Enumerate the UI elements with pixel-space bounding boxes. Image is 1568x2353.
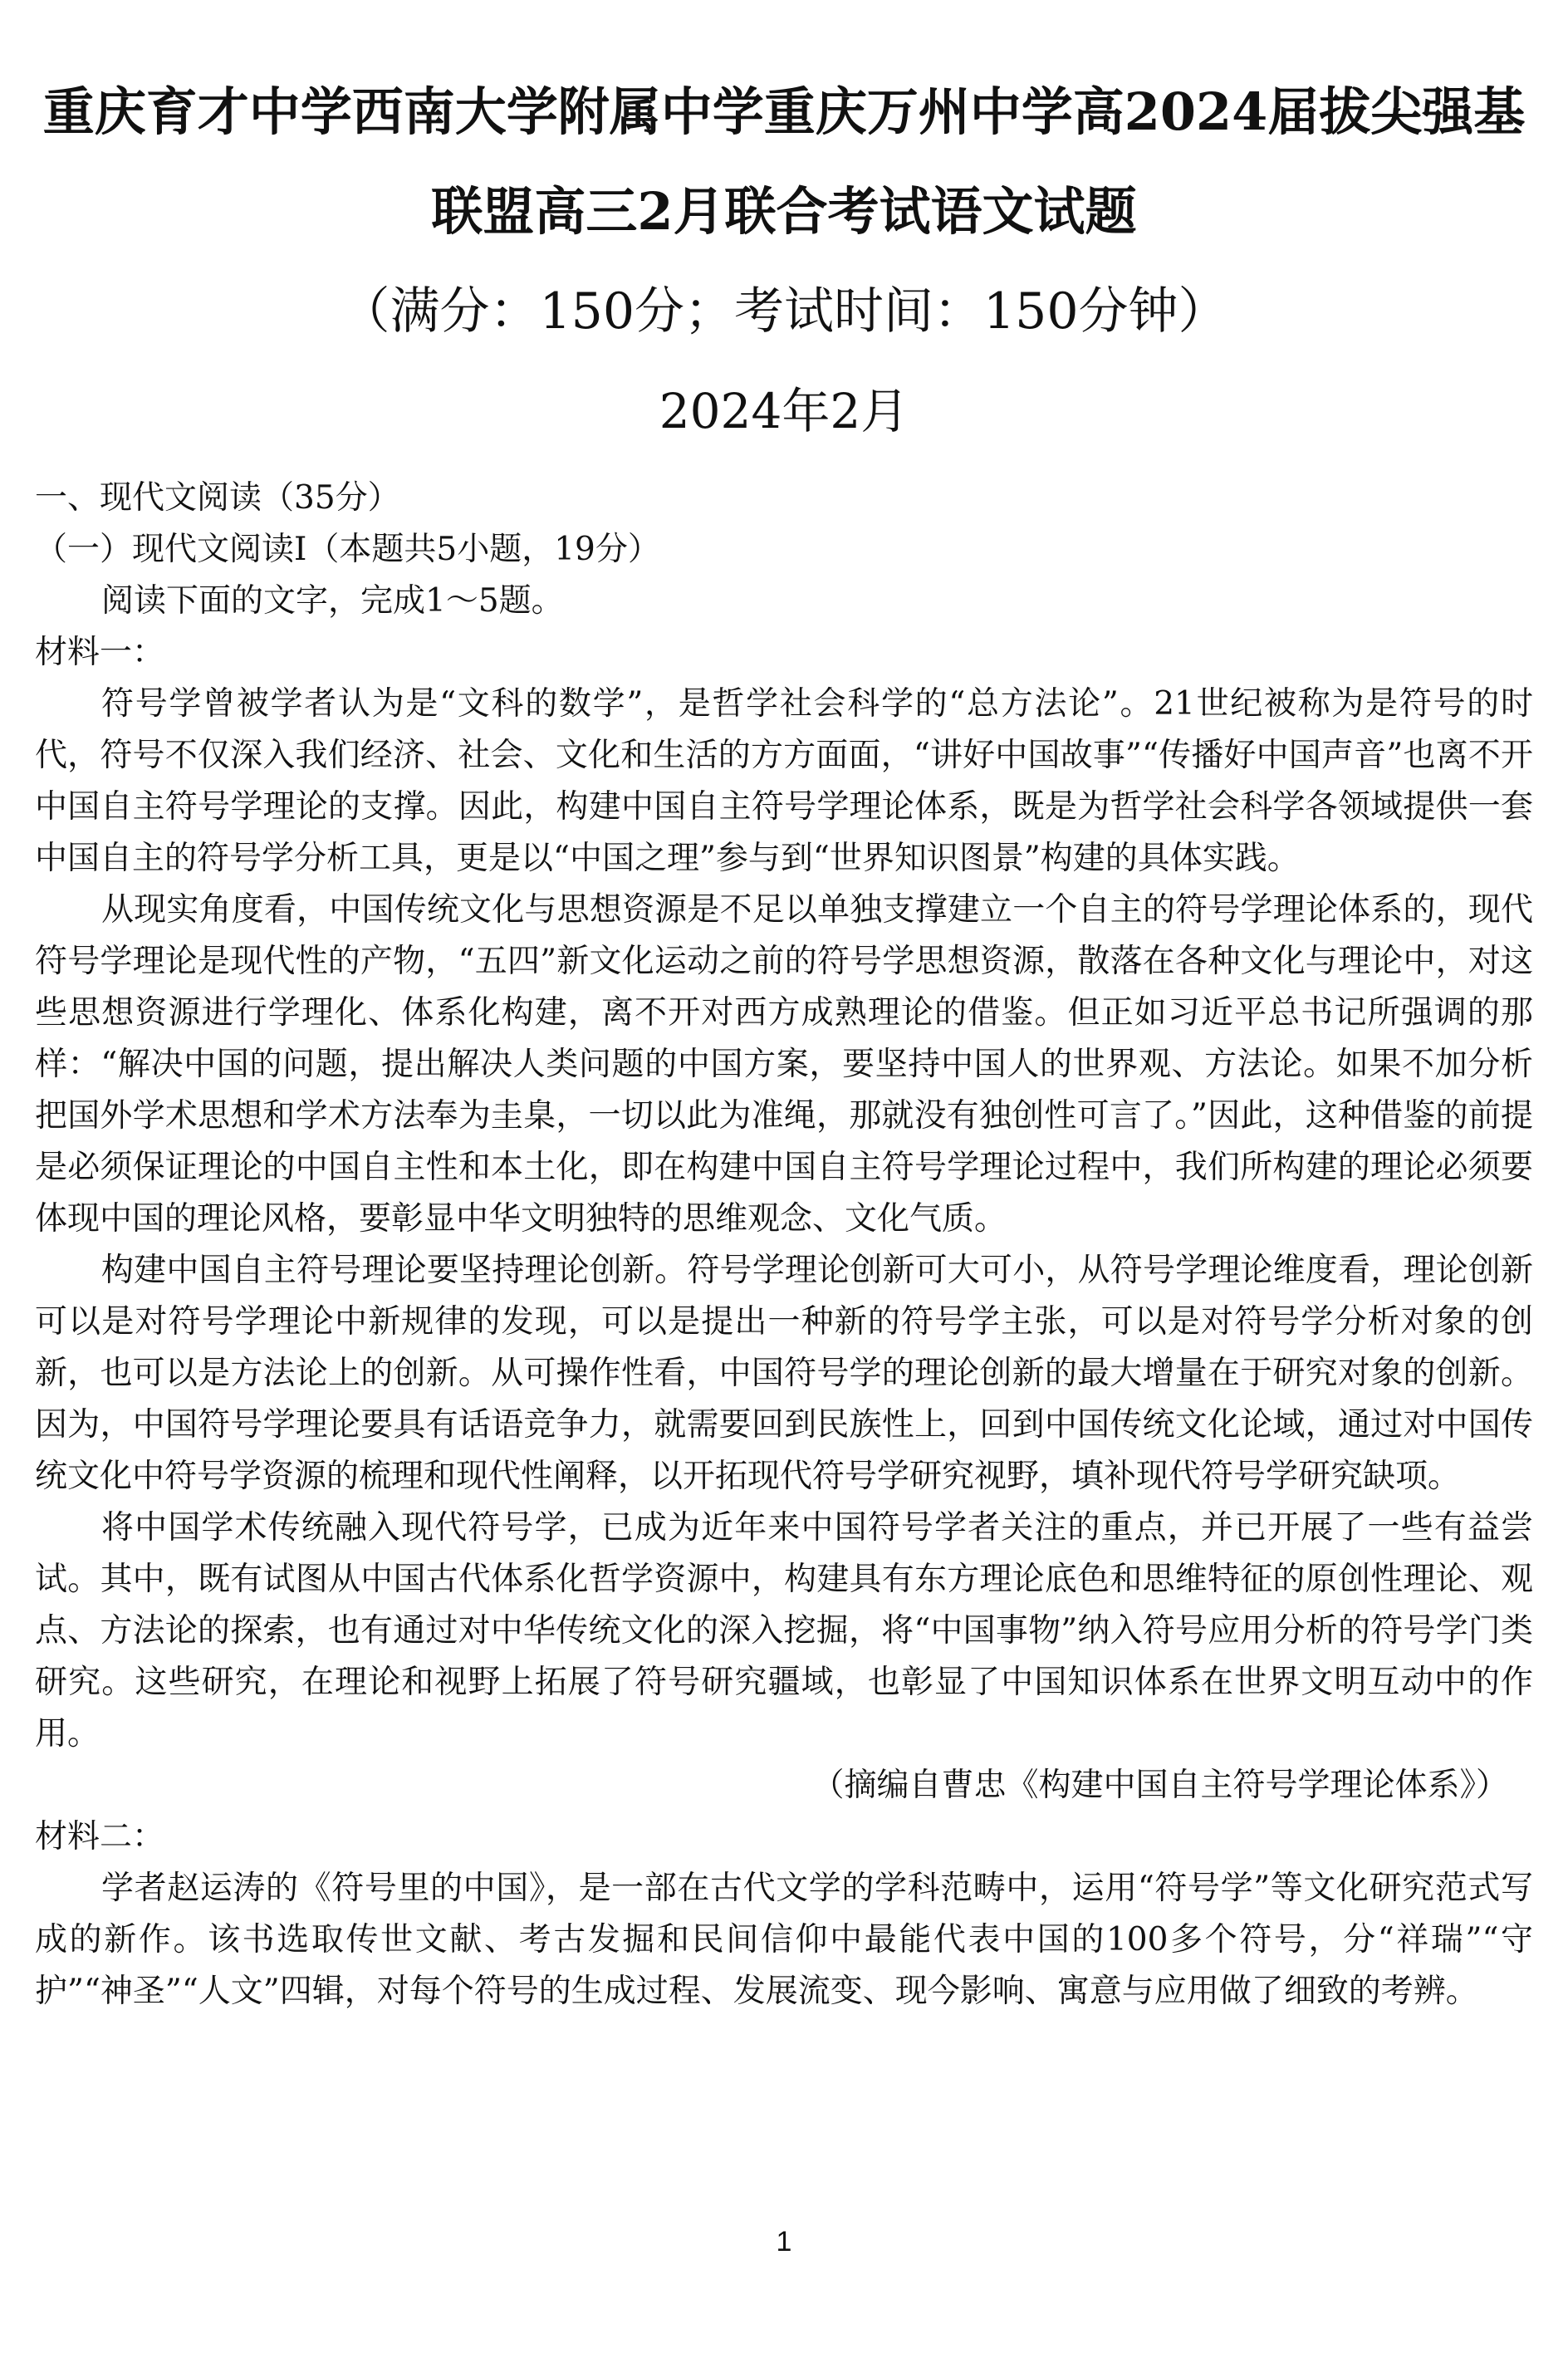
score-time-info: （满分：150分；考试时间：150分钟）: [340, 282, 1228, 341]
exam-date: 2024年2月: [659, 383, 909, 439]
material-two-label: 材料二：: [35, 1818, 165, 1855]
material-one-paragraph: 构建中国自主符号理论要坚持理论创新。符号学理论创新可大可小，从符号学理论维度看，理论创新可以是对符号学理论中新规律的发现，可以是提出一种新的符号学主张，可以是对符号学分析对象的创新，也可以是方法论上的创新。从可操作性看，中国符号学的理论创新的最大增量在于研究对象的创新。因为，中国符号学理论要具有话语竞争力，就需要回到民族性上，回到中国传统文化论域，通过对中国传统文化中符号学资源的梳理和现代性阐释，以开拓现代符号学研究视野，填补现代符号学研究缺项。: [35, 1252, 1533, 1495]
exam-title-line1: 重庆育才中学西南大学附属中学重庆万州中学高2024届拔尖强基: [42, 81, 1526, 142]
material-one-paragraph: 从现实角度看，中国传统文化与思想资源是不足以单独支撑建立一个自主的符号学理论体系的，现代符号学理论是现代性的产物，“五四”新文化运动之前的符号学思想资源，散落在各种文化与理论中，对这些思想资源进行学理化、体系化构建，离不开对西方成熟理论的借鉴。但正如习近平总书记所强调的那样：“解决中国的问题，提出解决人类问题的中国方案，要坚持中国人的世界观、方法论。如果不加分析把国外学术思想和学术方法奉为圭臬，一切以此为准绳，那就没有独创性可言了。”因此，这种借鉴的前提是必须保证理论的中国自主性和本土化，即在构建中国自主符号学理论过程中，我们所构建的理论必须要体现中国的理论风格，要彰显中华文明独特的思维观念、文化气质。: [35, 891, 1533, 1238]
material-one-label: 材料一：: [35, 634, 165, 671]
material-two-paragraph: 学者赵运涛的《符号里的中国》，是一部在古代文学的学科范畴中，运用“符号学”等文化研究范式写成的新作。该书选取传世文献、考古发掘和民间信仰中最能代表中国的100多个符号，分“祥瑞”“守护”“神圣”“人文”四辑，对每个符号的生成过程、发展流变、现今影响、寓意与应用做了细致的考辨。: [35, 1870, 1533, 2010]
section-heading: 一、现代文阅读（35分）: [35, 479, 400, 517]
reading-instruction: 阅读下面的文字，完成1～5题。: [101, 582, 564, 620]
page-number: 1: [776, 2226, 792, 2257]
exam-title-line2: 联盟高三2月联合考试语文试题: [431, 181, 1137, 242]
subsection-heading: （一）现代文阅读Ⅰ（本题共5小题，19分）: [35, 531, 660, 568]
material-one-source: （摘编自曹忠《构建中国自主符号学理论体系》）: [811, 1767, 1508, 1804]
material-one-paragraph: 将中国学术传统融入现代符号学，已成为近年来中国符号学者关注的重点，并已开展了一些有益尝试。其中，既有试图从中国古代体系化哲学资源中，构建具有东方理论底色和思维特征的原创性理论、观点、方法论的探索，也有通过对中华传统文化的深入挖掘，将“中国事物”纳入符号应用分析的符号学门类研究。这些研究，在理论和视野上拓展了符号研究疆域，也彰显了中国知识体系在世界文明互动中的作用。: [35, 1509, 1533, 1752]
material-one-paragraph: 符号学曾被学者认为是“文科的数学”，是哲学社会科学的“总方法论”。21世纪被称为是符号的时代，符号不仅深入我们经济、社会、文化和生活的方方面面，“讲好中国故事”“传播好中国声音”也离不开中国自主符号学理论的支撑。因此，构建中国自主符号学理论体系，既是为哲学社会科学各领域提供一套中国自主的符号学分析工具，更是以“中国之理”参与到“世界知识图景”构建的具体实践。: [35, 685, 1533, 877]
